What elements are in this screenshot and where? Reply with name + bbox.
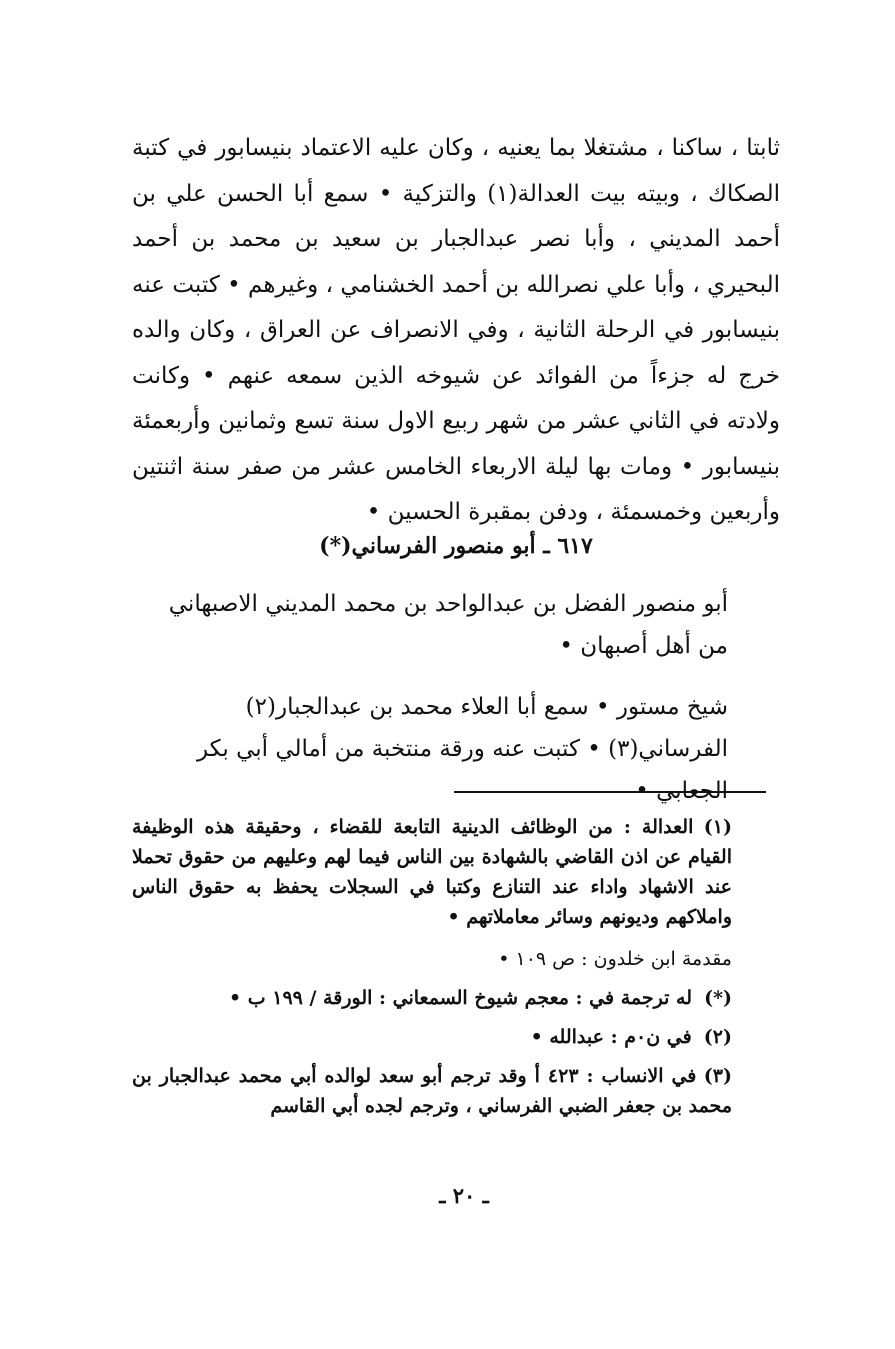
footnote-2-text: في ن٠م : عبدالله • (530, 1026, 692, 1048)
entry-heading: ٦١٧ ـ أبو منصور الفرساني(*) (319, 533, 593, 559)
footnote-2 (132, 1022, 780, 1052)
page-number: ـ ٢٠ ـ (439, 1183, 489, 1208)
footnote-1-number: (١) (703, 816, 733, 838)
footnotes (132, 812, 780, 1121)
footnote-star-text: له ترجمة في : معجم شيوخ السمعاني : الورقة / ١٩٩ ب • (229, 987, 692, 1009)
entry-name-line: أبو منصور الفضل بن عبدالواحد بن محمد المديني الاصبهاني من أهل أصبهان • (168, 591, 728, 659)
footnote-3-text: في الانساب : ٤٢٣ أ وقد ترجم أبو سعد لوالده أبي محمد عبدالجبار بن محمد بن جعفر الضبي الفرساني ، وترجم لجده أبي القاسم (132, 1065, 732, 1117)
footnote-1-text: العدالة : من الوظائف الدينية التابعة للقضاء ، وحقيقة هذه الوظيفة القيام عن اذن القاضي بالشهادة بين الناس فيما لهم وعليهم من حقوق تحملا عند الاشهاد واداء عند التنازع وكتبا في السجلات يحفظ به حقوق الناس واملاكهم وديونهم وسائر معاملاتهم • (132, 816, 732, 928)
footnote-1 (132, 812, 780, 932)
biography-paragraph: ثابتا ، ساكنا ، مشتغلا بما يعنيه ، وكان عليه الاعتماد بنيسابور في كتبة الصكاك ، وبيته بيت العدالة(١) والتزكية • سمع أبا الحسن علي بن أحمد المديني ، وأبا نصر عبدالجبار بن سعيد بن محمد بن أحمد البحيري ، وأبا علي نصرالله بن أحمد الخشنامي ، وغيرهم • كتبت عنه بنيسابور في الرحلة الثانية ، وفي الانصراف عن العراق ، وكان والده خرج له جزءاً من الفوائد عن شيوخه الذين سمعه عنهم • وكانت ولادته في الثاني عشر من شهر ربيع الاول سنة تسع وثمانين وأربعمئة بنيسابور • ومات بها ليلة الاربعاء الخامس عشر من صفر سنة اثنتين وأربعين وخمسمئة ، ودفن بمقبرة الحسين • (132, 135, 781, 525)
footnote-2-number: (٢) (703, 1026, 732, 1048)
footnote-3-number: (٣) (703, 1065, 732, 1087)
entry-description: شيخ مستور • سمع أبا العلاء محمد بن عبدالجبار(٢) الفرساني(٣) • كتبت عنه ورقة منتخبة من أمالي أبي بكر الجعابي • (196, 694, 728, 804)
footnote-star-number: (*) (704, 987, 732, 1009)
footnote-separator (454, 791, 766, 793)
footnote-1-source: مقدمة ابن خلدون : ص ١٠٩ • (498, 948, 732, 970)
footnote-3 (132, 1061, 780, 1121)
footnote-star (132, 983, 780, 1013)
